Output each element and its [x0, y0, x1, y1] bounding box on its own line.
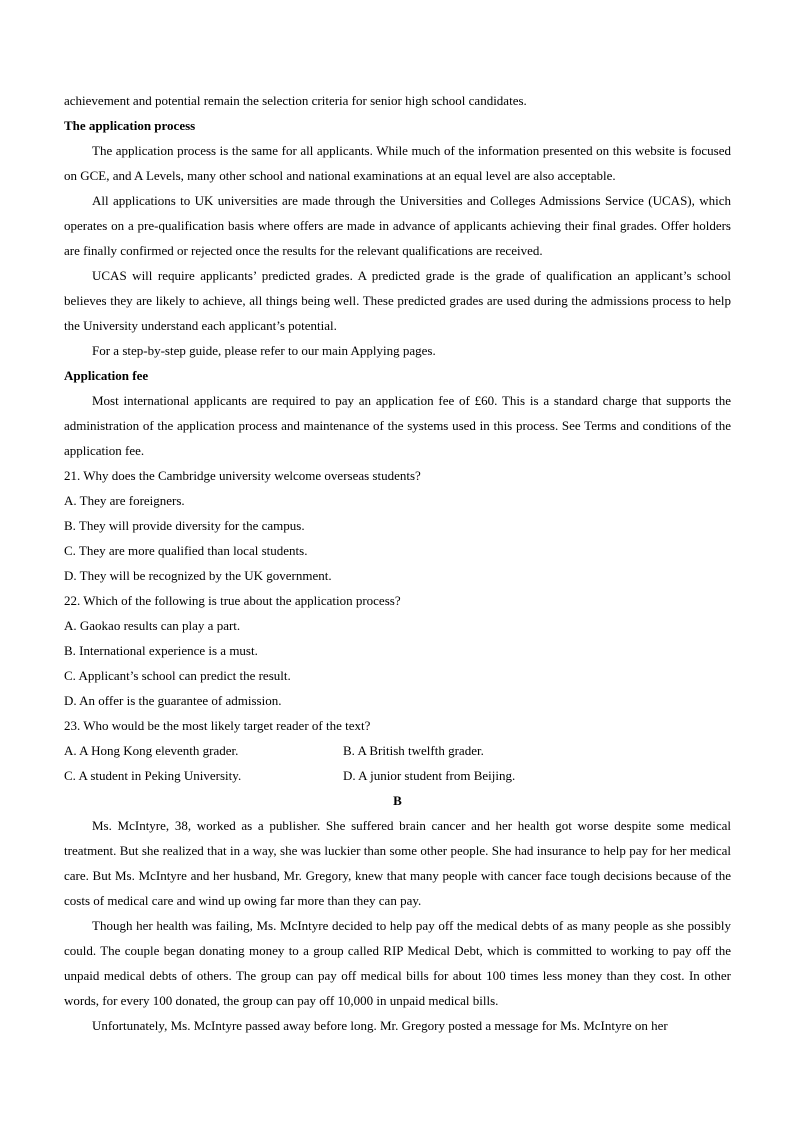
question-option: B. They will provide diversity for the campus.	[64, 518, 305, 533]
paragraph: Ms. McIntyre, 38, worked as a publisher. She suffered brain cancer and her health got worse despite some medical treatment. But she realized that in a way, she was luckier than some other people. She had insurance to help pay for her medical care. But Ms. McIntyre and her husband, Mr. Gregory, knew that many people with cancer face tough decisions because of the costs of medical care and wind up owing far more than they can pay.	[64, 818, 731, 908]
question-option: D. An offer is the guarantee of admission.	[64, 693, 282, 708]
document-page	[64, 88, 731, 1038]
paragraph: Though her health was failing, Ms. McIntyre decided to help pay off the medical debts of as many people as she possibly could. The couple began donating money to a group called RIP Medical Debt, which is committed to working to pay off the unpaid medical debts of others. The group can pay off medical bills for about 100 times less money than they cost. In other words, for every 100 donated, the group can pay off 10,000 in unpaid medical bills.	[64, 918, 731, 1008]
paragraph: The application process is the same for all applicants. While much of the information presented on this website is focused on GCE, and A Levels, many other school and national examinations at an equal level are also acceptable.	[64, 143, 731, 183]
section-heading-application-process: The application process	[64, 118, 196, 133]
paragraph: Most international applicants are required to pay an application fee of £60. This is a standard charge that supports the administration of the application process and maintenance of the systems used in this process. See Terms and conditions of the application fee.	[64, 393, 731, 458]
passage-label: B	[393, 793, 402, 808]
question-option: B. A British twelfth grader.	[343, 743, 484, 758]
question-option: A. They are foreigners.	[64, 493, 185, 508]
option-row	[64, 738, 731, 763]
question-option: C. They are more qualified than local students.	[64, 543, 308, 558]
question-stem-21: 21. Why does the Cambridge university welcome overseas students?	[64, 468, 421, 483]
question-option: C. A student in Peking University.	[64, 768, 242, 783]
question-option: A. A Hong Kong eleventh grader.	[64, 743, 239, 758]
paragraph: Unfortunately, Ms. McIntyre passed away before long. Mr. Gregory posted a message for Ms. McIntyre on her	[92, 1018, 668, 1033]
paragraph: UCAS will require applicants’ predicted grades. A predicted grade is the grade of qualification an applicant’s school believes they are likely to achieve, all things being well. These predicted grades are used during the admissions process to help the University understand each applicant’s potential.	[64, 268, 731, 333]
question-option: B. International experience is a must.	[64, 643, 258, 658]
intro-line: achievement and potential remain the selection criteria for senior high school candidates.	[64, 93, 527, 108]
question-option: C. Applicant’s school can predict the result.	[64, 668, 291, 683]
question-stem-22: 22. Which of the following is true about the application process?	[64, 593, 401, 608]
option-row	[64, 763, 731, 788]
question-option: D. They will be recognized by the UK government.	[64, 568, 332, 583]
question-stem-23: 23. Who would be the most likely target reader of the text?	[64, 718, 371, 733]
question-option: D. A junior student from Beijing.	[343, 768, 516, 783]
paragraph: For a step-by-step guide, please refer to our main Applying pages.	[92, 343, 436, 358]
section-heading-application-fee: Application fee	[64, 368, 149, 383]
question-option: A. Gaokao results can play a part.	[64, 618, 241, 633]
paragraph: All applications to UK universities are made through the Universities and Colleges Admissions Service (UCAS), which operates on a pre-qualification basis where offers are made in advance of applicants achieving their final grades. Offer holders are finally confirmed or rejected once the results for the relevant qualifications are received.	[64, 193, 731, 258]
